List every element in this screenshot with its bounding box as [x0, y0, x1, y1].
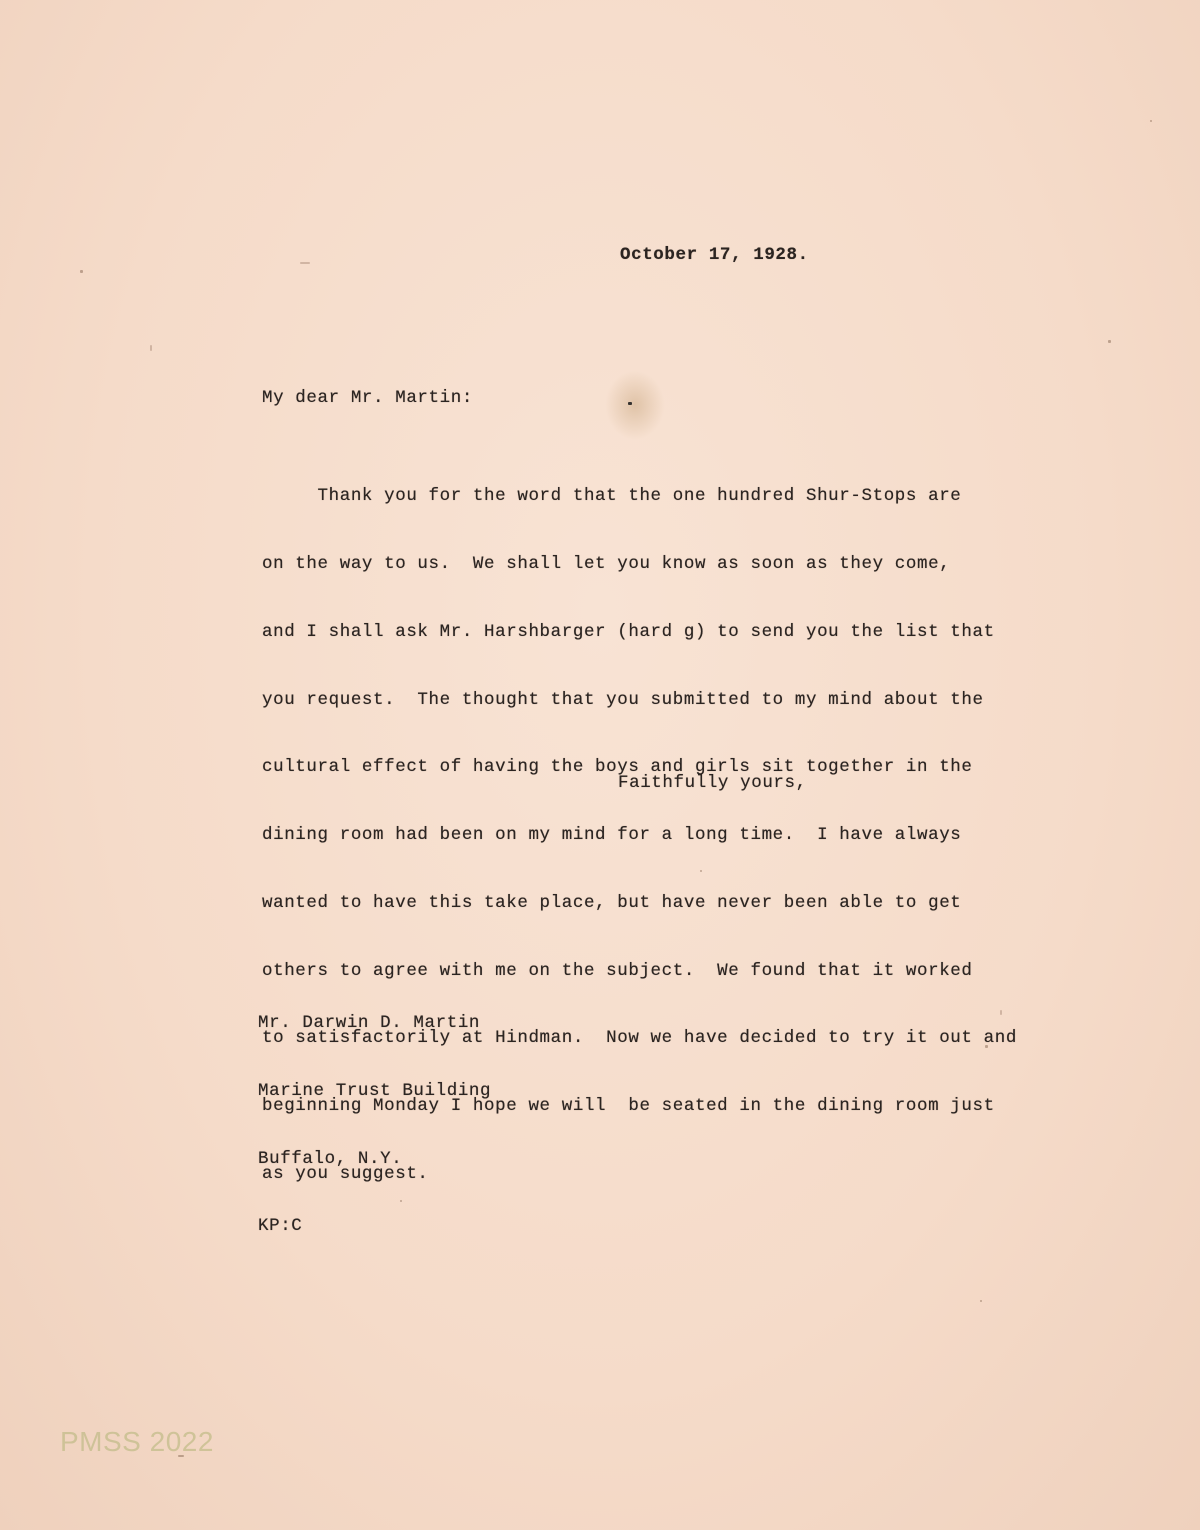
- paper-stain: [605, 370, 665, 440]
- body-line: to satisfactorily at Hindman. Now we have decided to try it out and: [262, 1028, 1017, 1049]
- letter-closing: Faithfully yours,: [618, 773, 807, 793]
- body-line: others to agree with me on the subject. We found that it worked: [262, 960, 973, 981]
- address-city: Buffalo, N.Y.: [258, 1148, 403, 1169]
- paper-fleck: [1150, 120, 1152, 122]
- body-line: as you suggest.: [262, 1164, 429, 1184]
- body-line: you request. The thought that you submitted to my mind about the: [262, 689, 984, 710]
- paper-fleck: [80, 270, 83, 273]
- address-building: Marine Trust Building: [258, 1080, 492, 1101]
- body-line: and I shall ask Mr. Harshbarger (hard g) to send you the list that: [262, 621, 995, 642]
- letter-salutation: My dear Mr. Martin:: [262, 388, 473, 408]
- recipient-address: [258, 967, 491, 1283]
- address-name: Mr. Darwin D. Martin: [258, 1013, 481, 1034]
- body-line: wanted to have this take place, but have never been able to get: [262, 892, 962, 913]
- ink-speck: [628, 402, 632, 405]
- body-line: on the way to us. We shall let you know as soon as they come,: [262, 553, 951, 574]
- body-line: beginning Monday I hope we will be seated in the dining room just: [262, 1096, 995, 1117]
- letter-date: October 17, 1928.: [620, 245, 809, 265]
- body-line: cultural effect of having the boys and girls sit together in the: [262, 757, 973, 778]
- paper-fleck: [1108, 340, 1111, 343]
- typist-initials: KP:C: [258, 1216, 303, 1237]
- paper-fleck: [980, 1300, 982, 1302]
- body-line: dining room had been on my mind for a long time. I have always: [262, 825, 962, 846]
- body-line: Thank you for the word that the one hundred Shur-Stops are: [262, 486, 962, 507]
- archive-watermark: PMSS 2022: [60, 1426, 214, 1457]
- paper-fleck: [150, 345, 152, 351]
- paper-fleck: [300, 262, 310, 264]
